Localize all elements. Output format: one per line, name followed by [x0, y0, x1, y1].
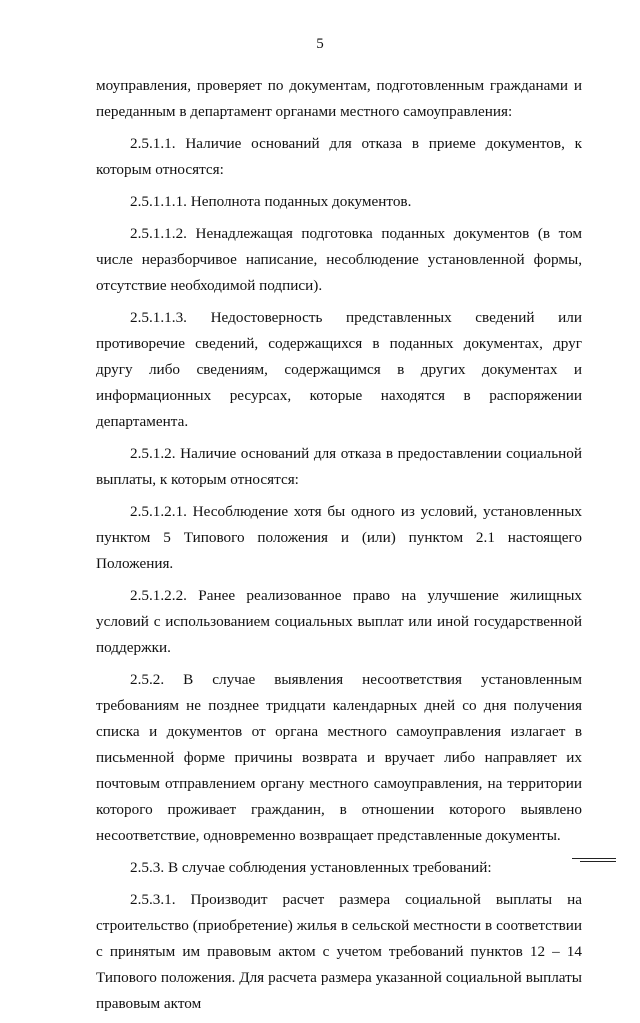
paragraph-2-5-1-1-1: 2.5.1.1.1. Неполнота поданных документов.	[130, 193, 412, 210]
document-body	[96, 73, 582, 1023]
paragraph-2-5-1-1-3: 2.5.1.1.3. Недостоверность представленных сведений или противоречие сведений, содержащихся в поданных документах, друг другу либо сведениям, содержащимся в других документах и информационных ресурсах, которые находятся в распоряжении департамента.	[96, 309, 582, 430]
paragraph-2-5-2: 2.5.2. В случае выявления несоответствия установленным требованиям не позднее тридцати календарных дней со дня получения списка и документов от органа местного самоуправления излагает в письменной форме причины возврата и вручает либо направляет их почтовым отправлением органу местного самоуправления, на территории которого проживает гражданин, в отношении которого выявлено несоответствие, одновременно возвращает представленные документы.	[96, 671, 582, 844]
page-number: 5	[316, 36, 324, 52]
footer-rule	[572, 858, 616, 859]
paragraph-2-5-1-2-1: 2.5.1.2.1. Несоблюдение хотя бы одного из условий, установленных пунктом 5 Типового положения и (или) пунктом 2.1 настоящего Положения.	[96, 503, 582, 572]
paragraph-continuation: моуправления, проверяет по документам, подготовленным гражданами и переданным в департамент органами местного самоуправления:	[96, 77, 582, 120]
paragraph-2-5-1-1-2: 2.5.1.1.2. Ненадлежащая подготовка поданных документов (в том числе неразборчивое написание, несоблюдение установленной формы, отсутствие необходимой подписи).	[96, 225, 582, 294]
footer-rule-short	[580, 861, 616, 862]
paragraph-2-5-3-1: 2.5.3.1. Производит расчет размера социальной выплаты на строительство (приобретение) жилья в сельской местности в соответствии с принятым им правовым актом с учетом требований пунктов 12 – 14 Типового положения. Для расчета размера указанной социальной выплаты правовым актом	[96, 891, 582, 1012]
paragraph-2-5-3: 2.5.3. В случае соблюдения установленных требований:	[130, 859, 492, 876]
paragraph-2-5-1-1: 2.5.1.1. Наличие оснований для отказа в приеме документов, к которым относятся:	[96, 135, 582, 178]
paragraph-2-5-1-2: 2.5.1.2. Наличие оснований для отказа в предоставлении социальной выплаты, к которым относятся:	[96, 445, 582, 488]
paragraph-2-5-1-2-2: 2.5.1.2.2. Ранее реализованное право на улучшение жилищных условий с использованием социальных выплат или иной государственной поддержки.	[96, 587, 582, 656]
